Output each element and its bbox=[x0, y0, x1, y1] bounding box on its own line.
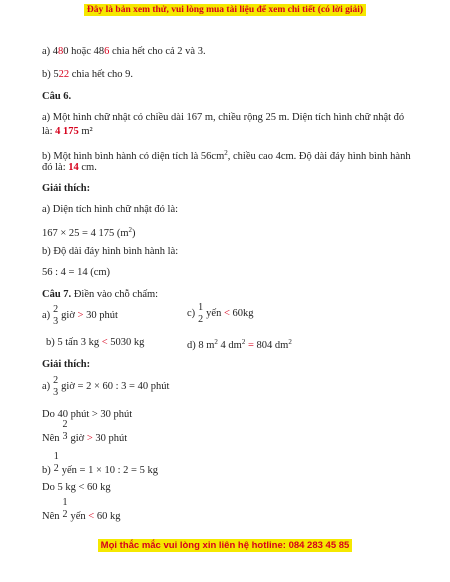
q7-item-d: d) 8 $m^2$ 4 $dm^2 = 804$ $dm^2$ bbox=[187, 338, 292, 351]
sol6-title: Giải thích: bbox=[42, 183, 91, 194]
preview-banner bbox=[0, 4, 450, 15]
fraction: 2 3 bbox=[53, 375, 59, 399]
hotline-footer-text: Mọi thắc mắc vui lòng xin liên hệ hotline: 084 283 45 85 bbox=[98, 539, 353, 552]
q6-a-text: a) Một hình chữ nhật có chiều dài 167 m, chiều rộng 25 m. Diện tích hình chữ nhật đó bbox=[42, 112, 405, 123]
fraction: 2 3 bbox=[62, 419, 68, 443]
preview-banner-text: Đây là bản xem thử, vui lòng mua tài liệu để xem chi tiết (có lời giải) bbox=[84, 4, 366, 16]
q7-item-b: b) 5 tấn 3 kg < 5030 kg bbox=[46, 337, 145, 348]
fraction: 1 2 bbox=[53, 451, 59, 475]
q6-title: Câu 6. bbox=[42, 91, 72, 102]
sol6-line2: 167 × 25 = 4 175 $(m^2)$ bbox=[42, 226, 136, 239]
q5-answer-a: a) 480 hoặc 486 chia hết cho cả 2 và 3. bbox=[42, 46, 206, 57]
q7-item-a: a) 2 3 giờ > 30 phút bbox=[42, 304, 118, 328]
sol7-a-calc: a) 2 3 giờ = 2 × 60 : 3 = 40 phút bbox=[42, 375, 170, 399]
hotline-footer bbox=[0, 539, 450, 551]
sol6-line3: b) Độ dài đáy hình bình hành là: bbox=[42, 246, 179, 257]
q7-item-c: c) 1 2 yến < 60kg bbox=[187, 302, 254, 326]
fraction: 2 3 bbox=[53, 304, 59, 328]
fraction: 1 2 bbox=[62, 497, 68, 521]
q7-title: Câu 7. Điền vào chỗ chấm: bbox=[42, 289, 159, 300]
sol7-b-calc: b) 1 2 yến = 1 × 10 : 2 = 5 kg bbox=[42, 451, 158, 476]
sol6-line1: a) Diện tích hình chữ nhật đó là: bbox=[42, 204, 179, 215]
q6-b-answer: đó là: 14 cm. bbox=[42, 162, 97, 173]
q6-b-text: b) Một hình bình hành có diện tích là $56cm^2$, chiều cao 4cm. Độ dài đáy hình bình hành bbox=[42, 149, 411, 162]
q5-answer-b: b) 522 chia hết cho 9. bbox=[42, 69, 133, 80]
fraction: 1 2 bbox=[198, 302, 204, 326]
sol7-title: Giải thích: bbox=[42, 359, 91, 370]
q6-a-answer: là: 4 175 m² bbox=[42, 126, 93, 137]
sol7-a-conclusion: Nên 2 3 giờ > 30 phút bbox=[42, 419, 128, 444]
sol7-a-line2: Do 40 phút > 30 phút bbox=[42, 409, 133, 420]
sol6-line4: 56 : 4 = 14 (cm) bbox=[42, 267, 111, 278]
sol7-b-line2: Do 5 kg < 60 kg bbox=[42, 482, 111, 493]
sol7-b-conclusion: Nên 1 2 yến < 60 kg bbox=[42, 497, 121, 522]
